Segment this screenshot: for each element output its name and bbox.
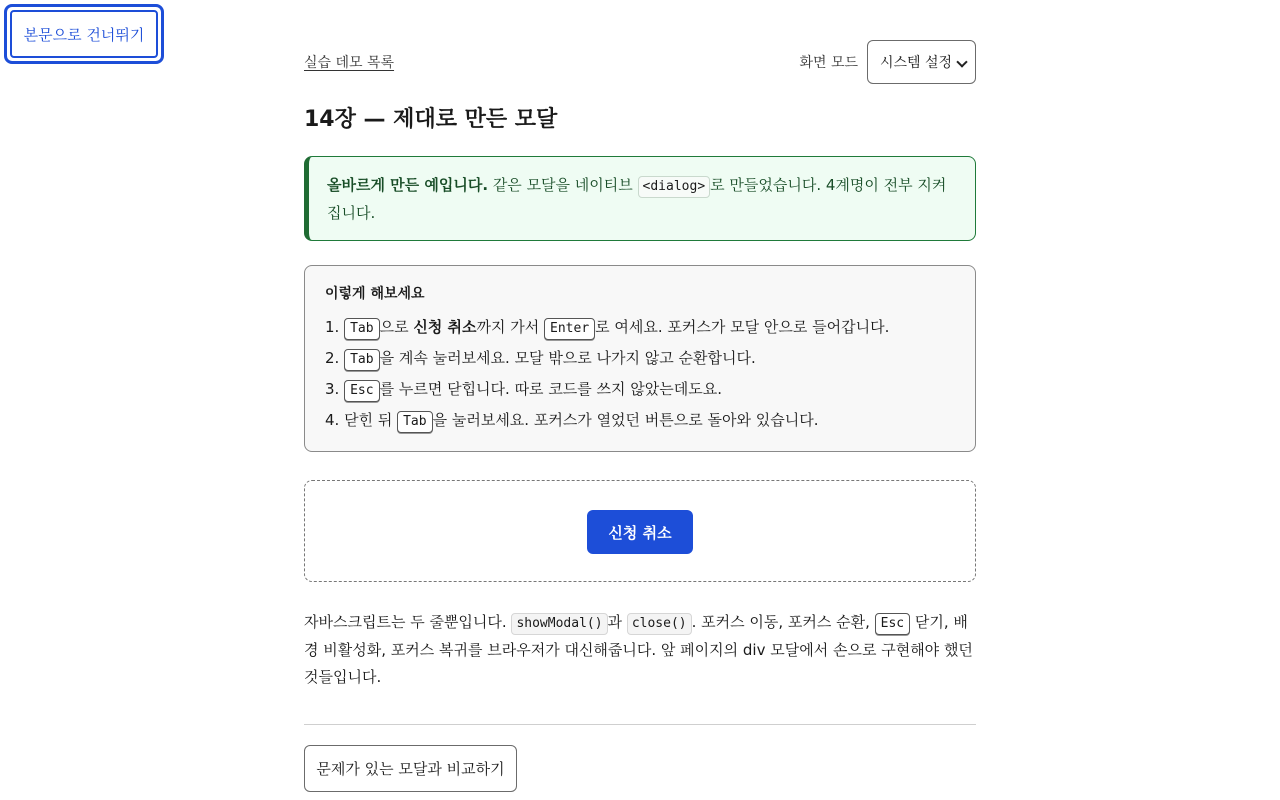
chevron-down-icon — [956, 56, 967, 67]
callout-strong: 올바르게 만든 예입니다. — [327, 176, 489, 194]
tab-key: Tab — [344, 318, 379, 340]
step-bold: 신청 취소 — [413, 318, 477, 336]
top-bar — [304, 40, 976, 84]
callout-text-end: 로 만들었습니다. 4계명이 전부 지켜집니다. — [327, 176, 947, 222]
show-modal-code: showModal() — [511, 613, 607, 635]
instructions-list — [325, 312, 955, 436]
compare-modal-button[interactable]: 문제가 있는 모달과 비교하기 — [304, 745, 517, 792]
instructions-box — [304, 265, 976, 452]
skip-link-focus-ring[interactable] — [4, 4, 164, 64]
list-item: 2. Tab 을 계속 눌러보세요. 모달 밖으로 나가지 않고 순환합니다. — [325, 343, 955, 374]
divider — [304, 724, 976, 725]
esc-key: Esc — [875, 613, 910, 635]
demo-list-link[interactable]: 실습 데모 목록 — [304, 55, 395, 71]
success-callout — [304, 156, 976, 241]
demo-area — [304, 480, 976, 582]
display-mode-value: 시스템 설정 — [880, 55, 953, 71]
instructions-title: 이렇게 해보세요 — [325, 286, 425, 302]
skip-to-content-link[interactable]: 본문으로 건너뛰기 — [10, 10, 158, 58]
callout-text: 같은 모달을 네이티브 — [488, 176, 638, 194]
close-code: close() — [627, 613, 692, 635]
list-item: 3. Esc 를 누르면 닫힙니다. 따로 코드를 쓰지 않았는데도요. — [325, 374, 955, 405]
display-mode-select[interactable] — [867, 40, 976, 84]
enter-key: Enter — [544, 318, 595, 340]
callout-code: <dialog> — [638, 176, 711, 198]
tab-key: Tab — [344, 349, 379, 371]
tab-key: Tab — [397, 411, 432, 433]
page-title: 14장 — 제대로 만든 모달 — [304, 107, 558, 132]
display-mode-control — [799, 40, 976, 84]
cancel-application-button[interactable]: 신청 취소 — [587, 510, 693, 554]
explanation-paragraph: 자바스크립트는 두 줄뿐입니다. showModal() 과 close() . 포커스 이동, 포커스 순환, Esc 닫기, 배경 비활성화, 포커스 복귀를 브라우저가 대신해줍니다. 앞 페이지의 div 모달에서 손으로 구현해야 했던 것들입니다. — [304, 613, 973, 686]
esc-key: Esc — [344, 380, 379, 402]
list-item: 1. Tab 으로 신청 취소까지 가서 Enter 로 여세요. 포커스가 모달 안으로 들어갑니다. — [325, 312, 955, 343]
list-item: 4. 닫힌 뒤 Tab 을 눌러보세요. 포커스가 열었던 버튼으로 돌아와 있습니다. — [325, 405, 955, 436]
display-mode-label: 화면 모드 — [799, 55, 858, 71]
